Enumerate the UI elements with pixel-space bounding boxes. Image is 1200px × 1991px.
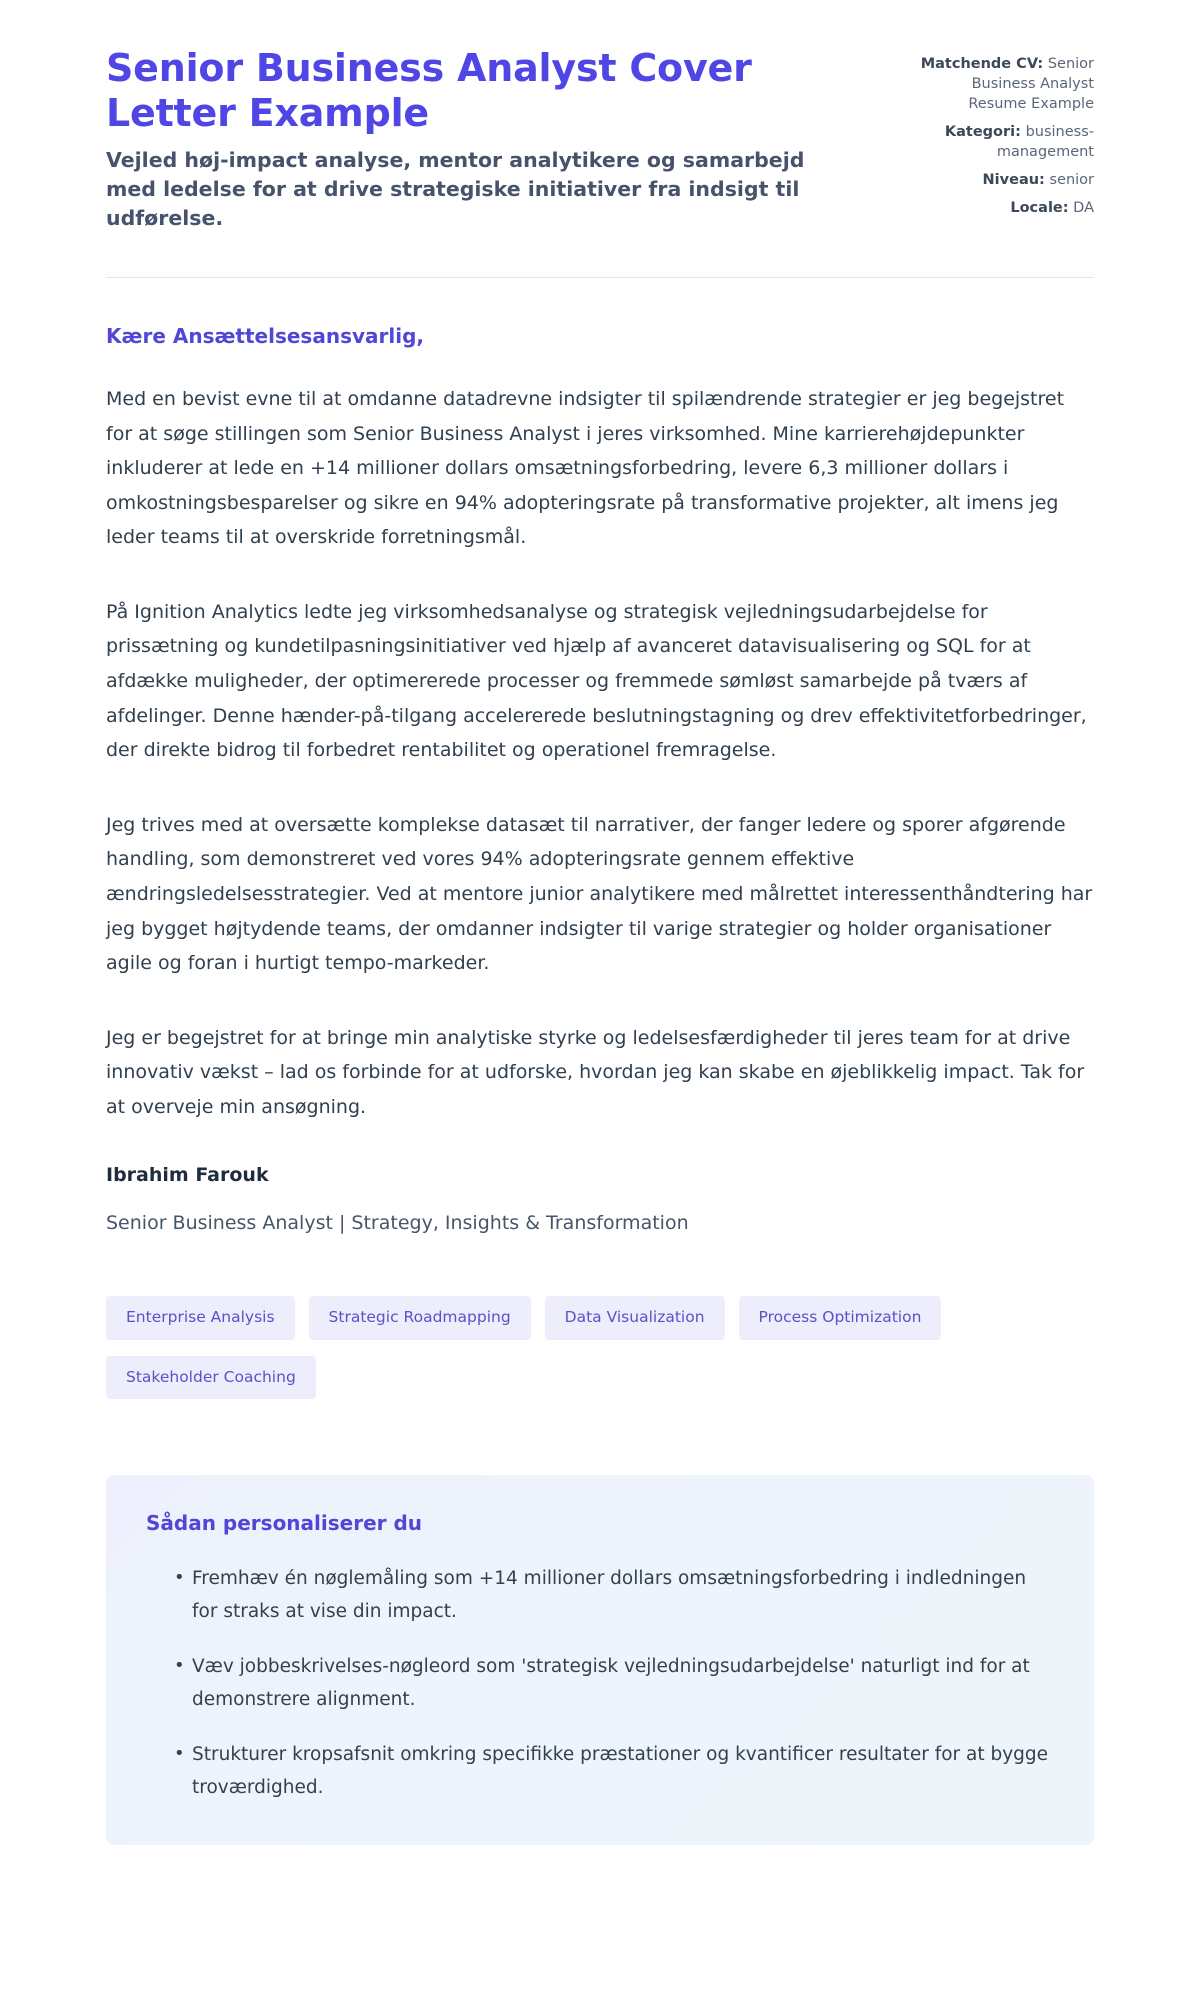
tips-list-item: • Fremhæv én nøglemåling som +14 millioner dollars omsætningsforbedring i indledningen for straks at vise din impact. — [174, 1563, 1054, 1629]
metadata-value: business-management — [996, 124, 1094, 160]
metadata-value: DA — [1073, 200, 1094, 216]
skill-tag[interactable]: Data Visualization — [545, 1296, 725, 1340]
metadata-row-locale — [909, 198, 1094, 218]
metadata-label: Kategori: — [944, 124, 1021, 140]
metadata-label: Locale: — [1010, 200, 1069, 216]
metadata-row-category — [909, 122, 1094, 162]
page-header — [106, 46, 1094, 233]
page-subtitle: Vejled høj-impact analyse, mentor analytikere og samarbejd med ledelse for at drive strategiske initiativer fra indsigt til udførelse. — [106, 147, 805, 230]
tips-list-item: • Væv jobbeskrivelses-nøgleord som 'strategisk vejledningsudarbejdelse' naturligt ind for at demonstrere alignment. — [174, 1651, 1054, 1717]
skill-tag[interactable]: Strategic Roadmapping — [309, 1296, 531, 1340]
letter-paragraph-1: Med en bevist evne til at omdanne datadrevne indsigter til spilændrende strategier er jeg begejstret for at søge stillingen som Senior Business Analyst i jeres virksomhed. Mine karrierehøjdepunkter inkluderer at lede en +14 millioner dollars omsætningsforbedring, levere 6,3 millioner dollars i omkostningsbesparelser og sikre en 94% adopteringsrate på transformative projekter, alt imens jeg leder teams til at overskride forretningsmål. — [106, 387, 1065, 549]
header-text-block — [106, 46, 816, 233]
signature-role: Senior Business Analyst | Strategy, Insights & Transformation — [106, 1212, 689, 1235]
tips-list-item: • Strukturer kropsafsnit omkring specifikke præstationer og kvantificer resultater for at bygge troværdighed. — [174, 1739, 1054, 1805]
document-metadata — [909, 46, 1094, 218]
letter-body — [106, 278, 1094, 1124]
skill-tag[interactable]: Process Optimization — [739, 1296, 942, 1340]
metadata-value: Senior Business Analyst Resume Example — [968, 56, 1094, 112]
letter-paragraph-3: Jeg trives med at oversætte komplekse datasæt til narrativer, der fanger ledere og sporer afgørende handling, som demonstreret ved vores 94% adopteringsrate gennem effektive ændringsledelsesstrategier. Ved at mentore junior analytikere med målrettet interessenthåndtering har jeg bygget højtydende teams, der omdanner indsigter til varige strategier og holder organisationer agile og foran i hurtigt tempo-markeder. — [106, 813, 1093, 975]
letter-paragraph-4: Jeg er begejstret for at bringe min analytiske styrke og ledelsesfærdigheder til jeres team for at drive innovativ vækst – lad os forbinde for at udforske, hvordan jeg kan skabe en øjeblikkelig impact. Tak for at overveje min ansøgning. — [106, 1026, 1085, 1118]
metadata-row-matching-resume — [909, 54, 1094, 114]
skill-tag[interactable]: Stakeholder Coaching — [106, 1356, 316, 1400]
skill-tag-list — [106, 1234, 986, 1399]
metadata-label: Niveau: — [982, 172, 1045, 188]
metadata-value: senior — [1049, 172, 1094, 188]
page-title: Senior Business Analyst Cover Letter Example — [106, 46, 752, 135]
skill-tag[interactable]: Enterprise Analysis — [106, 1296, 295, 1340]
signature-block — [106, 1124, 1094, 1234]
letter-paragraph-2: På Ignition Analytics ledte jeg virksomhedsanalyse og strategisk vejledningsudarbejdelse for prissætning og kundetilpasningsinitiativer ved hjælp af avanceret datavisualisering og SQL for at afdække muligheder, der optimererede processer og fremmede sømløst samarbejde på tværs af afdelinger. Denne hænder-på-tilgang accelererede beslutningstagning og drev effektivitetforbedringer, der direkte bidrog til forbedret rentabilitet og operationel fremragelse. — [106, 600, 1087, 762]
metadata-label: Matchende CV: — [920, 56, 1044, 72]
tips-list — [146, 1563, 1054, 1805]
tips-title: Sådan personaliserer du — [146, 1511, 423, 1536]
personalization-tips-panel — [106, 1475, 1094, 1845]
salutation: Kære Ansættelsesansvarlig, — [106, 323, 424, 348]
metadata-row-level — [909, 170, 1094, 190]
signature-name: Ibrahim Farouk — [106, 1164, 269, 1187]
